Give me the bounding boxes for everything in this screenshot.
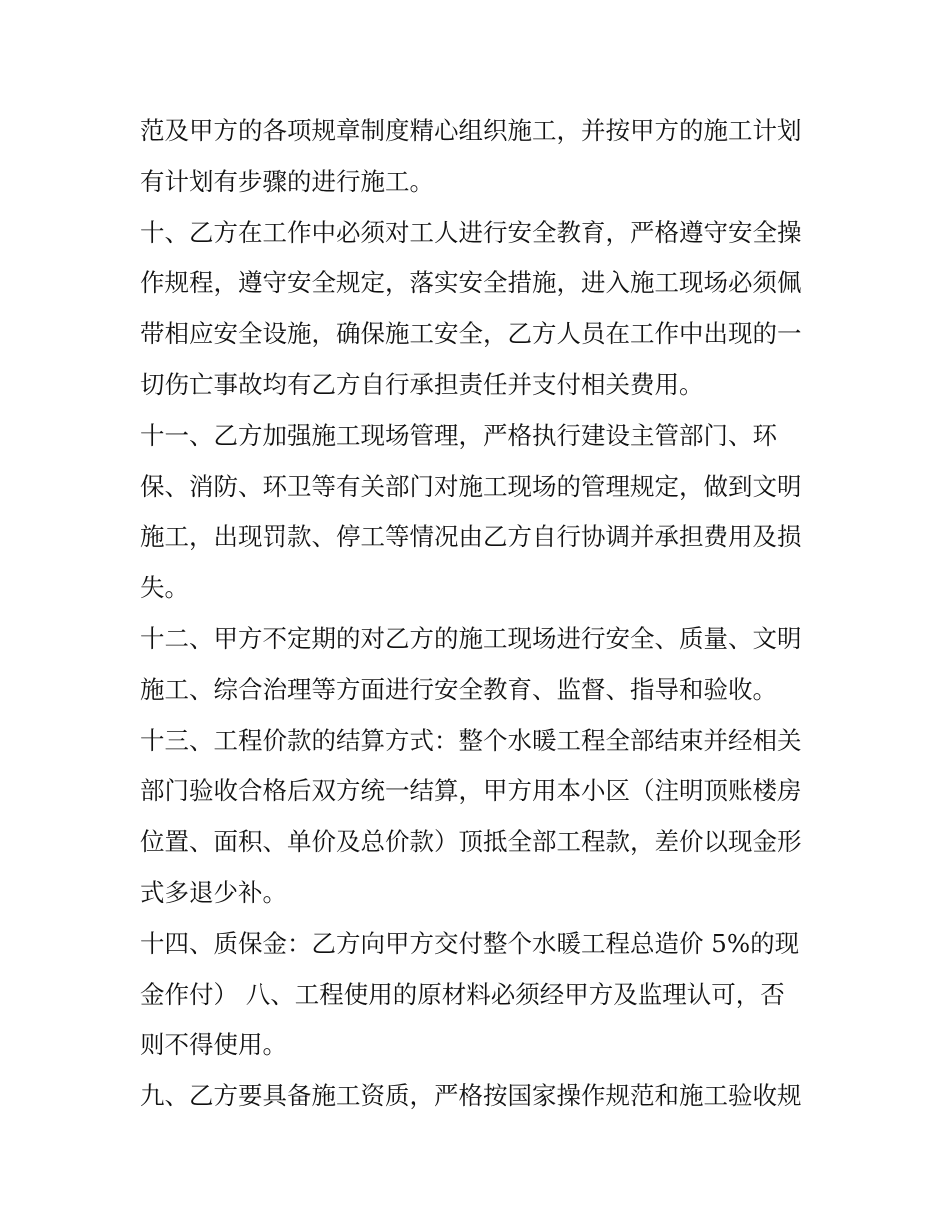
- text-line: 位置、面积、单价及总价款）顶抵全部工程款，差价以现金形: [140, 827, 802, 857]
- text-line: 式多退少补。: [140, 877, 287, 907]
- text-line: 切伤亡事故均有乙方自行承担责任并支付相关费用。: [140, 369, 704, 399]
- text-line: 范及甲方的各项规章制度精心组织施工，并按甲方的施工计划: [140, 116, 802, 145]
- text-line: 十、乙方在工作中必须对工人进行安全教育，严格遵守安全操: [140, 217, 802, 247]
- text-line: 部门验收合格后双方统一结算，甲方用本小区（注明顶账楼房: [140, 776, 802, 806]
- text-line: 保、消防、环卫等有关部门对施工现场的管理规定，做到文明: [140, 471, 802, 501]
- text-line: 十一、乙方加强施工现场管理，严格执行建设主管部门、环: [140, 420, 777, 450]
- text-line: 施工、综合治理等方面进行安全教育、监督、指导和验收。: [140, 674, 777, 704]
- text-line: 作规程，遵守安全规定，落实安全措施，进入施工现场必须佩: [140, 268, 802, 298]
- text-line: 施工，出现罚款、停工等情况由乙方自行协调并承担费用及损: [140, 522, 802, 552]
- text-line: 有计划有步骤的进行施工。: [140, 166, 434, 196]
- text-line: 九、乙方要具备施工资质，严格按国家操作规范和施工验收规: [140, 1081, 802, 1111]
- text-line: 金作付） 八、工程使用的原材料必须经甲方及监理认可，否: [140, 979, 785, 1009]
- text-line: 十四、质保金：乙方向甲方交付整个水暖工程总造价 5%的现: [140, 928, 800, 958]
- text-line: 失。: [140, 573, 189, 603]
- text-line: 十二、甲方不定期的对乙方的施工现场进行安全、质量、文明: [140, 623, 802, 653]
- text-line: 十三、工程价款的结算方式：整个水暖工程全部结束并经相关: [140, 725, 802, 755]
- document-body: [140, 106, 820, 1122]
- text-line: 则不得使用。: [140, 1030, 287, 1060]
- text-line: 带相应安全设施，确保施工安全，乙方人员在工作中出现的一: [140, 319, 802, 349]
